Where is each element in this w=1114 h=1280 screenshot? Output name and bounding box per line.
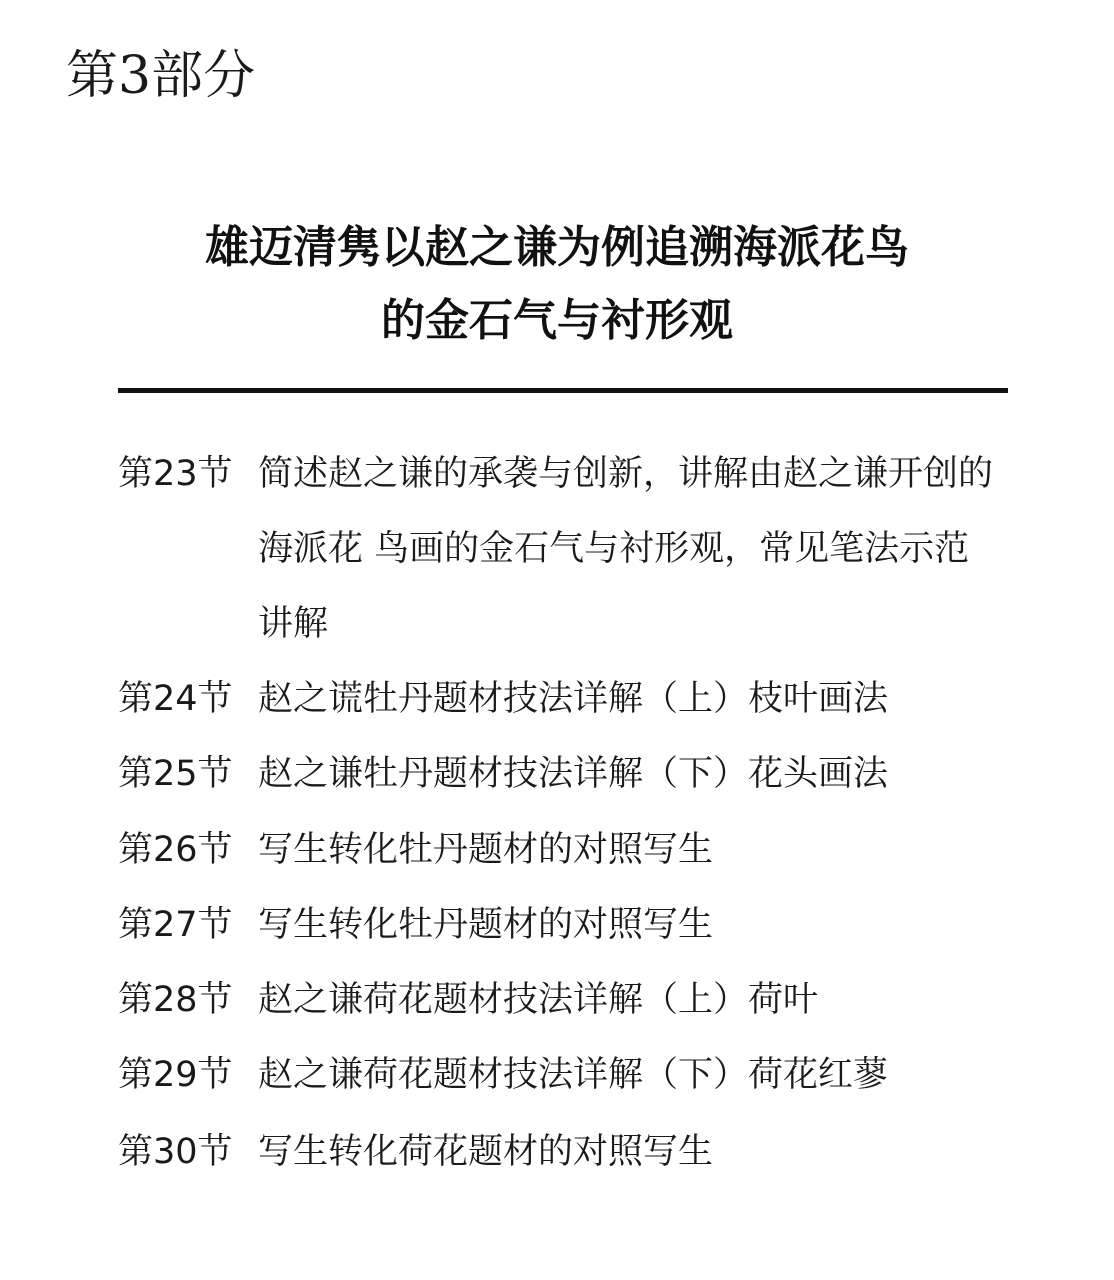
toc-entry-23-line-3: 讲解 xyxy=(258,604,329,644)
toc-entry-25-number: 第25节 xyxy=(118,754,233,794)
toc-entry-27-title: 写生转化牡丹题材的对照写生 xyxy=(258,905,714,945)
toc-entry-30-title: 写生转化荷花题材的对照写生 xyxy=(258,1132,714,1172)
toc-entry-23-line-1: 简述赵之谦的承袭与创新，讲解由赵之谦开创的 xyxy=(258,454,994,494)
toc-entry-26-title: 写生转化牡丹题材的对照写生 xyxy=(258,830,714,870)
toc-entry-24-number: 第24节 xyxy=(118,679,233,719)
section-title-line-1: 雄迈清隽以赵之谦为例追溯海派花鸟 xyxy=(205,222,909,273)
toc-entry-29-number: 第29节 xyxy=(118,1055,233,1095)
toc-entry-23-number: 第23节 xyxy=(118,454,233,494)
section-title-line-2: 的金石气与衬形观 xyxy=(381,295,733,346)
toc-entry-30-number: 第30节 xyxy=(118,1132,233,1172)
toc-entry-23-line-2: 海派花 鸟画的金石气与衬形观，常见笔法示范 xyxy=(258,529,970,569)
toc-entry-25-title: 赵之谦牡丹题材技法详解（下）花头画法 xyxy=(258,754,889,794)
toc-entry-26-number: 第26节 xyxy=(118,830,233,870)
toc-entry-29-title: 赵之谦荷花题材技法详解（下）荷花红蓼 xyxy=(258,1055,889,1095)
toc-entry-28-number: 第28节 xyxy=(118,980,233,1020)
toc-entry-28-title: 赵之谦荷花题材技法详解（上）荷叶 xyxy=(258,980,819,1020)
toc-entry-27-number: 第27节 xyxy=(118,905,233,945)
part-label: 第3部分 xyxy=(66,46,256,106)
toc-entry-24-title: 赵之谎牡丹题材技法详解（上）枝叶画法 xyxy=(258,679,889,719)
